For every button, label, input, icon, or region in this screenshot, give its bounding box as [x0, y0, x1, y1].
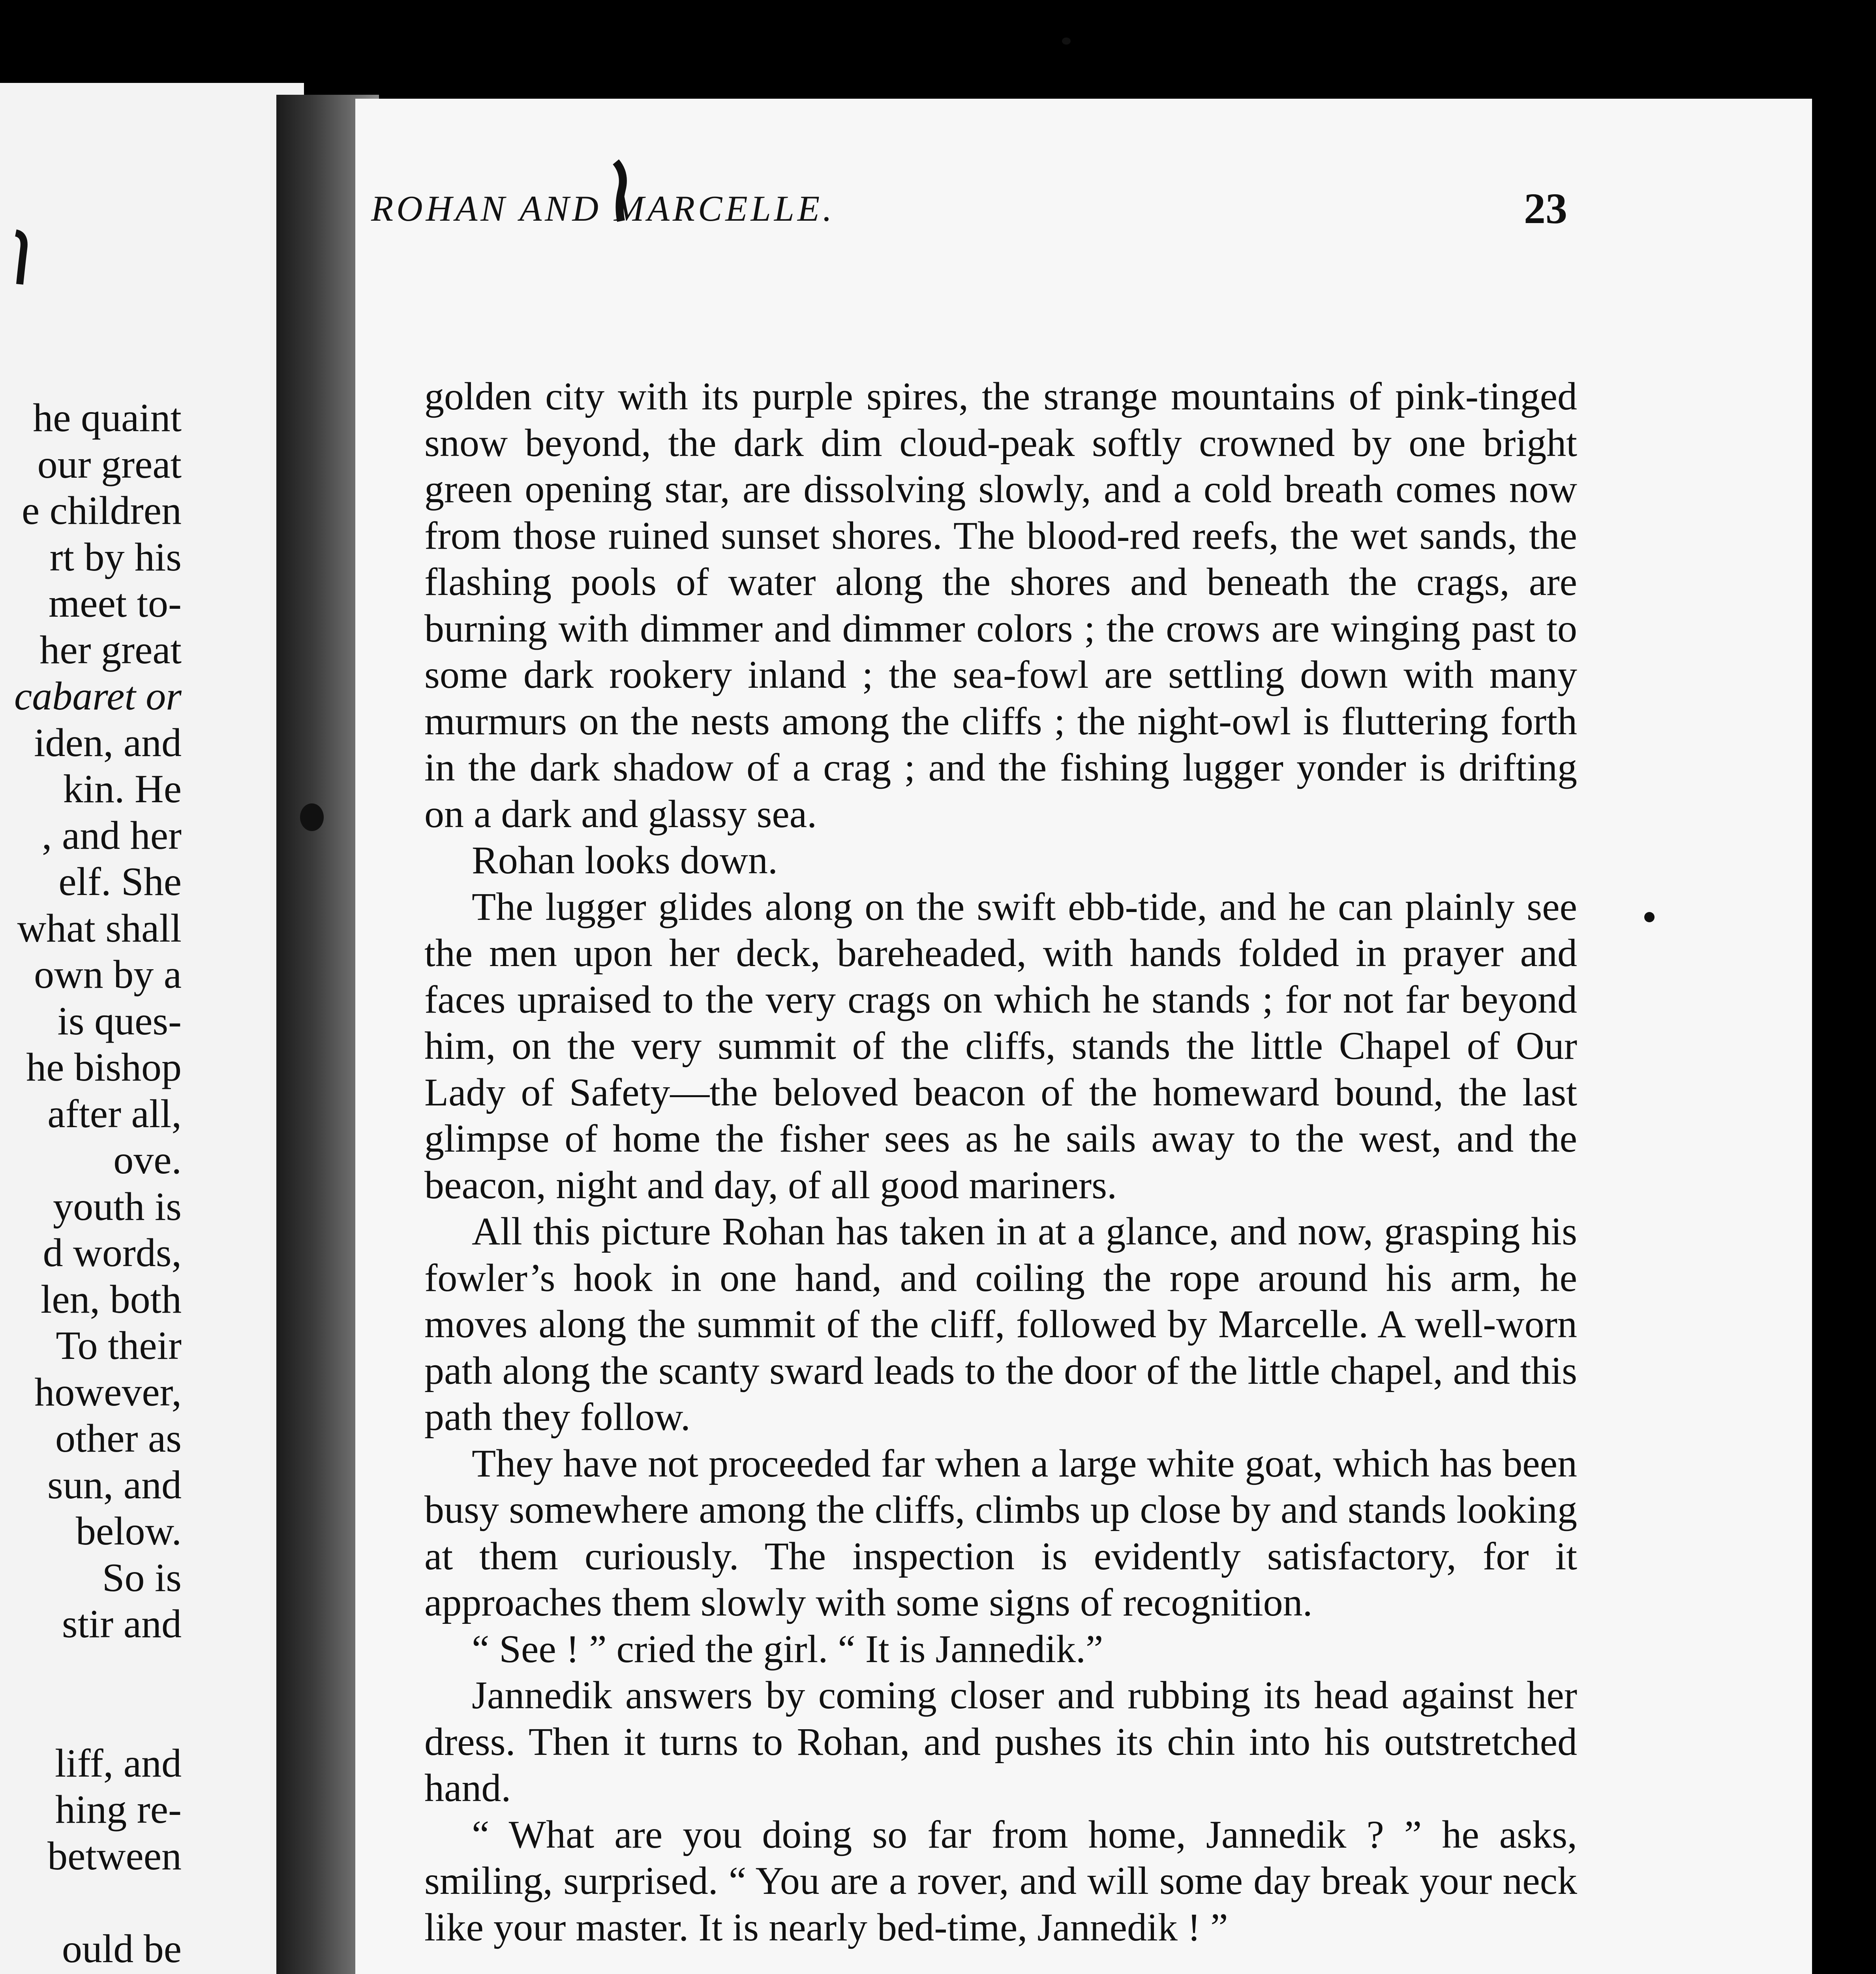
left-line: sun, and [47, 1462, 182, 1507]
paragraph: Rohan looks down. [472, 838, 778, 882]
left-line: her great [39, 627, 182, 672]
left-line: however, [34, 1370, 182, 1415]
left-line: below. [75, 1509, 182, 1554]
left-line: hing re- [55, 1787, 182, 1832]
left-line: , and her [41, 813, 182, 858]
ink-mark-icon [8, 229, 32, 288]
left-line: other as [55, 1416, 182, 1461]
left-line: So is [102, 1555, 182, 1600]
left-page-text [0, 395, 182, 1974]
running-head: ROHAN AND MARCELLE. [371, 188, 835, 229]
left-line: rt by his [49, 535, 182, 580]
paragraph: The lugger glides along on the swift ebb-tide, and he can plainly see the men upon her deck, bareheaded, with hands folded in prayer and faces upraised to the very crags on which he stands ; for not far beyond him, on the very summit of the cliffs, stands the little Chapel of Our Lady of Safety—the beloved beacon of the homeward bound, the last glimpse of home the fisher sees as he sails away to the west, and the beacon, night and day, of all good mariners. [424, 884, 1577, 1207]
left-line: is ques- [57, 998, 182, 1043]
left-line: e children [22, 488, 182, 533]
left-line: what shall [17, 906, 182, 951]
left-line: ould be [62, 1926, 182, 1971]
left-line: cabaret or [14, 674, 182, 719]
left-line: kin. He [63, 767, 182, 811]
left-line: youth is [53, 1184, 182, 1229]
body-text [424, 373, 1577, 1950]
paragraph: “ See ! ” cried the girl. “ It is Jannedik.” [472, 1627, 1103, 1671]
left-line: d words, [43, 1231, 182, 1275]
page-number: 23 [1524, 184, 1567, 233]
left-line: elf. She [58, 859, 182, 904]
paragraph: All this picture Rohan has taken in at a glance, and now, grasping his fowler’s hook in one hand, and coiling the rope around his arm, he moves along the summit of the cliff, followed by Marcelle. A well-worn path along the scanty sward leads to the door of the little chapel, and this path they follow. [424, 1209, 1577, 1439]
left-line: liff, and [54, 1741, 182, 1786]
left-line: own by a [34, 952, 182, 997]
left-line: ove. [113, 1138, 182, 1182]
left-line: our great [37, 442, 182, 487]
paragraph: Jannedik answers by coming closer and rubbing its head against her dress. Then it turns to Rohan, and pushes its chin into his outstretched hand. [424, 1673, 1577, 1810]
left-line: meet to- [48, 581, 182, 626]
left-line: he bishop [26, 1045, 182, 1090]
scan-speck [1644, 912, 1655, 922]
scan-speck [300, 803, 324, 831]
paragraph: “ What are you doing so far from home, Jannedik ? ” he asks, smiling, surprised. “ You are a rover, and will some day break your neck like your master. It is nearly bed-time, Jannedik ! ” [424, 1812, 1577, 1949]
paragraph: They have not proceeded far when a large white goat, which has been busy somewhere among the cliffs, climbs up close by and stands looking at them curiously. The inspection is evidently satisfactory, for it approaches them slowly with some signs of recognition. [424, 1441, 1577, 1624]
left-page [0, 83, 304, 1974]
paragraph: golden city with its purple spires, the strange mountains of pink-tinged snow beyond, the dark dim cloud-peak softly crowned by one bright green opening star, are dissolving slowly, and a cold breath comes now from those ruined sunset shores. The blood-red reefs, the wet sands, the flashing pools of water along the shores and beneath the crags, are burning with dimmer and dimmer colors ; the crows are winging past to some dark rookery inland ; the sea-fowl are settling down with many murmurs on the nests among the cliffs ; the night-owl is fluttering forth in the dark shadow of a crag ; and the fishing lugger yonder is drifting on a dark and glassy sea. [424, 374, 1577, 836]
left-line: stir and [62, 1602, 182, 1646]
left-line: To their [56, 1323, 182, 1368]
left-line: between [47, 1833, 182, 1878]
left-line: iden, and [34, 720, 182, 765]
left-line: len, both [41, 1277, 182, 1322]
left-line: he quaint [33, 396, 182, 440]
scan-speck [1062, 38, 1071, 45]
left-line: after all, [47, 1091, 182, 1136]
